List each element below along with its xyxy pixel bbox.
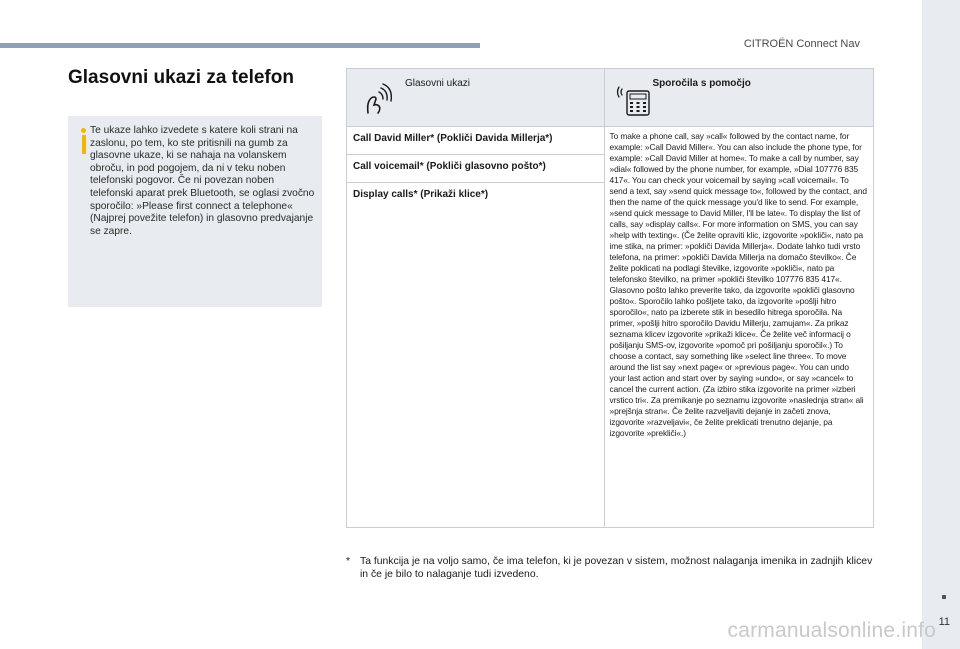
phone-keypad-voice-icon — [615, 83, 655, 117]
footnote — [346, 555, 876, 581]
page-number: 11 — [938, 616, 950, 628]
header-rule — [0, 43, 480, 48]
help-text-cell: To make a phone call, say »call« followed by the contact name, for example: »Call David Miller«. You can also include the phone type, for example: »Call David Miller at home«. To make a call by number, say »dial« followed by the phone number, for example, »Dial 107776 835 417«. You can check your voicemail by saying »call voicemail«. To send a text, say »send quick message to«, followed by the contact, and then the name of the quick message you'd like to send. For example, »send quick message to David Miller, I'll be late«. To display the list of calls, say »display calls«. For more information on SMS, you can say »help with texting«. (Če želite opraviti klic, izgovorite »pokliči«, nato pa ime stika, na primer: »pokliči Davida Millerja«. Dodate lahko tudi vrsto telefona, na primer: »pokliči Davida Millerja na domačo številko«. Če želite poklicati na podlagi številke, izgovorite »pokliči«, nato pa telefonsko številko, na primer »pokliči številko 107776 835 417«. Glasovno pošto lahko preverite tako, da izgovorite »pokliči glasovno pošto«. Sporočilo lahko pošljete tako, da izgovorite »pošlji hitro sporočilo«, nato pa izberete stik in besedilo hitrega sporočila. Na primer, »pošlji hitro sporočilo Davidu Millerju, zamujam«. Za prikaz seznama klicev izgovorite »prikaži klice«. Če želite več informacij o pošiljanju SMS-ov, izgovorite »pomoč pri pošiljanju sporočil«.) To choose a contact, say something like »select line three«. To move around the list say »next page« or »previous page«. You can undo your last action and start over by saying »undo«, or say »cancel« to cancel the current action. (Za izbiro stika izgovorite na primer »izberi vrstico tri«. Za premikanje po seznamu izgovorite »naslednja stran« ali »prejšnja stran«. Če želite razveljaviti dejanje in začeti znova, izgovorite »razveljavi«, če želite preklicati trenutno dejanje, pa izgovorite »prekliči«.) — [604, 127, 873, 528]
footnote-marker: * — [346, 556, 351, 567]
header-left-label: Glasovni ukazi — [405, 78, 471, 89]
info-icon — [80, 128, 87, 154]
voice-command-table — [346, 68, 874, 528]
command-call-voicemail: Call voicemail* (Pokliči glasovno pošto*) — [347, 155, 605, 183]
section-title: Glasovni ukazi za telefon — [68, 67, 294, 88]
command-call-contact: Call David Miller* (Pokliči Davida Millerja*) — [347, 127, 605, 155]
page-edge-strip — [922, 0, 960, 649]
watermark: carmanualsonline.info — [727, 619, 936, 642]
info-text — [90, 125, 316, 238]
header-voice-commands — [347, 69, 605, 127]
header-brand: CITROËN Connect Nav — [743, 38, 860, 50]
page-marker — [942, 595, 946, 599]
info-box — [68, 116, 322, 307]
voice-command-icon — [359, 83, 399, 117]
footnote-text: Ta funkcija je na voljo samo, če ima telefon, ki je povezan v sistem, možnost nalaganja imenika in zadnjih klicev in če je bilo to nalaganje tudi izvedeno. — [360, 556, 873, 580]
info-paragraph: Te ukaze lahko izvedete s katere koli strani na zaslonu, po tem, ko ste pritisnili na gumb za glasovne ukaze, ki se nahaja na volanskem obroču, in pod pogojem, da ni v teku noben telefonski pogovor. Če ni povezan noben telefonski aparat prek Bluetooth, se oglasi zvočno sporočilo: »Please first connect a telephone« (Najprej povežite telefon) in glasovno predvajanje se zapre. — [90, 125, 315, 237]
command-display-calls: Display calls* (Prikaži klice*) — [347, 183, 605, 528]
header-right-label: Sporočila s pomočjo — [652, 78, 751, 89]
table-header-row — [347, 69, 874, 127]
table-row — [347, 127, 874, 155]
header-help-messages — [604, 69, 873, 127]
